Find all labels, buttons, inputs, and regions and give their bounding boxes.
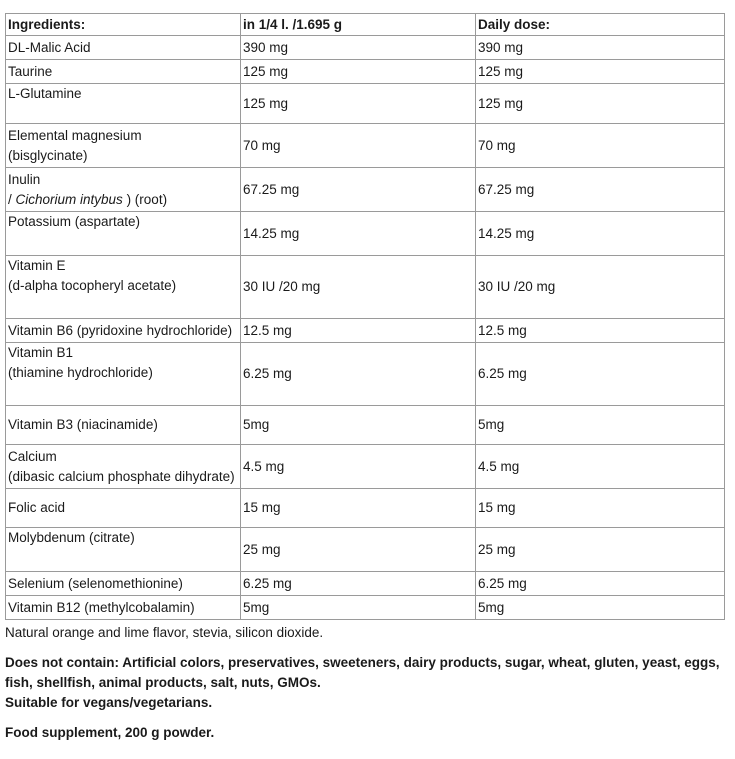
ingredient-name-line: Calcium: [8, 448, 57, 464]
does-not-contain-note: Does not contain: Artificial colors, preservatives, sweeteners, dairy products, sugar, wheat, gluten, yeast, eggs, fish, shellfish, animal products, salt, nuts, GMOs.: [5, 655, 720, 690]
ingredient-name-line: Elemental magnesium: [8, 127, 142, 143]
ingredient-name: L-Glutamine: [6, 84, 241, 124]
ingredient-daily: 6.25 mg: [476, 572, 725, 596]
table-row: [6, 489, 725, 528]
ingredient-daily: 125 mg: [476, 60, 725, 84]
table-row: [6, 36, 725, 60]
ingredient-name-line: [8, 190, 238, 210]
ingredient-daily: 125 mg: [476, 84, 725, 124]
ingredient-daily: 15 mg: [476, 489, 725, 528]
ingredient-name: Folic acid: [6, 489, 241, 528]
ingredient-amount: 70 mg: [241, 124, 476, 168]
ingredient-amount: 5mg: [241, 596, 476, 620]
ingredient-name: DL-Malic Acid: [6, 36, 241, 60]
ingredient-amount: 5mg: [241, 406, 476, 445]
ingredient-daily: 4.5 mg: [476, 445, 725, 489]
table-row: [6, 406, 725, 445]
ingredient-amount: 25 mg: [241, 528, 476, 572]
ingredient-name-line: (thiamine hydrochloride): [8, 365, 153, 380]
ingredient-amount: 14.25 mg: [241, 212, 476, 256]
ingredient-amount: 390 mg: [241, 36, 476, 60]
ingredient-name-line: (bisglycinate): [8, 147, 88, 163]
table-row: [6, 528, 725, 572]
ingredient-name: Potassium (aspartate): [6, 212, 241, 256]
ingredient-name-line: Vitamin E: [8, 258, 66, 273]
ingredient-daily: 14.25 mg: [476, 212, 725, 256]
table-row: [6, 256, 725, 319]
ingredient-amount: 15 mg: [241, 489, 476, 528]
ingredient-name: [6, 124, 241, 168]
table-row: [6, 596, 725, 620]
ingredient-name-line: Inulin: [8, 171, 41, 187]
table-row: [6, 572, 725, 596]
ingredient-amount: 6.25 mg: [241, 572, 476, 596]
ingredient-amount: 125 mg: [241, 84, 476, 124]
table-row: [6, 212, 725, 256]
header-daily-dose: Daily dose:: [476, 14, 725, 36]
ingredient-name-suffix: ) (root): [122, 191, 168, 207]
ingredient-amount: 30 IU /20 mg: [241, 256, 476, 319]
ingredient-name: [6, 256, 241, 319]
header-ingredients: Ingredients:: [6, 14, 241, 36]
suitable-note: Suitable for vegans/vegetarians.: [5, 695, 213, 710]
ingredients-table: [5, 13, 725, 620]
ingredient-daily: 67.25 mg: [476, 168, 725, 212]
ingredient-name: Vitamin B3 (niacinamide): [6, 406, 241, 445]
ingredient-name: [6, 168, 241, 212]
ingredient-amount: 12.5 mg: [241, 319, 476, 343]
ingredient-daily: 5mg: [476, 596, 725, 620]
ingredient-name: Vitamin B12 (methylcobalamin): [6, 596, 241, 620]
ingredient-name-line: (d-alpha tocopheryl acetate): [8, 278, 177, 293]
table-row: [6, 319, 725, 343]
table-row: [6, 84, 725, 124]
table-row: [6, 343, 725, 406]
ingredient-name-line: (dibasic calcium phosphate dihydrate): [8, 468, 235, 484]
ingredient-name: Taurine: [6, 60, 241, 84]
ingredient-daily: 12.5 mg: [476, 319, 725, 343]
ingredient-daily: 30 IU /20 mg: [476, 256, 725, 319]
table-row: [6, 60, 725, 84]
ingredient-daily: 70 mg: [476, 124, 725, 168]
ingredient-amount: 125 mg: [241, 60, 476, 84]
ingredient-latin-name: Cichorium intybus: [15, 191, 123, 207]
ingredient-amount: 6.25 mg: [241, 343, 476, 406]
flavor-note: Natural orange and lime flavor, stevia, silicon dioxide.: [5, 625, 324, 640]
table-row: [6, 168, 725, 212]
table-row: [6, 124, 725, 168]
ingredient-name-line: Vitamin B1: [8, 345, 74, 360]
table-row: [6, 445, 725, 489]
ingredient-daily: 390 mg: [476, 36, 725, 60]
header-amount: in 1/4 l. /1.695 g: [241, 14, 476, 36]
ingredient-daily: 25 mg: [476, 528, 725, 572]
ingredient-daily: 5mg: [476, 406, 725, 445]
ingredient-name: Vitamin B6 (pyridoxine hydrochloride): [6, 319, 241, 343]
ingredient-amount: 4.5 mg: [241, 445, 476, 489]
ingredient-name-prefix: /: [8, 191, 16, 207]
table-header-row: [6, 14, 725, 36]
ingredient-name: Selenium (selenomethionine): [6, 572, 241, 596]
ingredient-name: Molybdenum (citrate): [6, 528, 241, 572]
ingredient-amount: 67.25 mg: [241, 168, 476, 212]
ingredient-name: [6, 343, 241, 406]
ingredient-name: [6, 445, 241, 489]
ingredient-daily: 6.25 mg: [476, 343, 725, 406]
supplement-note: Food supplement, 200 g powder.: [5, 725, 215, 740]
